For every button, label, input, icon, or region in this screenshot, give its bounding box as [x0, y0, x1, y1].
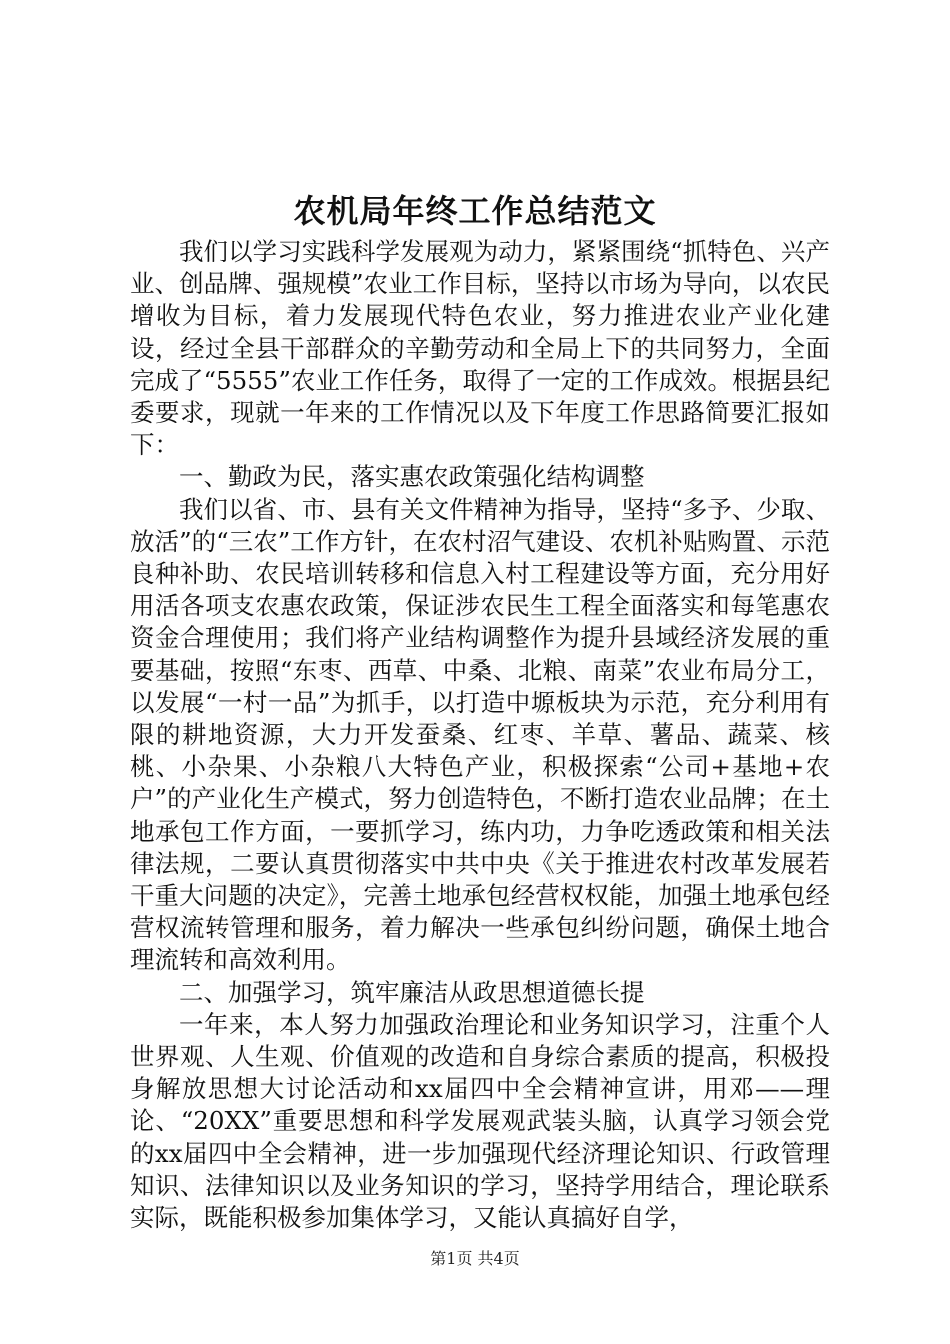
section-2-paragraph: 一年来，本人努力加强政治理论和业务知识学习，注重个人世界观、人生观、价值观的改造和自身综合素质的提高，积极投身解放思想大讨论活动和xx届四中全会精神宣讲，用邓——理论、“20XX”重要思想和科学发展观武装头脑，认真学习领会党的xx届四中全会精神，进一步加强现代经济理论知识、行政管理知识、法律知识以及业务知识的学习，坚持学用结合，理论联系实际，既能积极参加集体学习，又能认真搞好自学，: [130, 1009, 830, 1233]
section-1-paragraph: 我们以省、市、县有关文件精神为指导，坚持“多予、少取、放活”的“三农”工作方针，在农村沼气建设、农机补贴购置、示范良种补助、农民培训转移和信息入村工程建设等方面，充分用好用活各项支农惠农政策，保证涉农民生工程全面落实和每笔惠农资金合理使用；我们将产业结构调整作为提升县域经济发展的重要基础，按照“东枣、西草、中桑、北粮、南菜”农业布局分工，以发展“一村一品”为抓手，以打造中塬板块为示范，充分利用有限的耕地资源，大力开发蚕桑、红枣、羊草、薯品、蔬菜、核桃、小杂果、小杂粮八大特色产业，积极探索“公司+基地+农户”的产业化生产模式，努力创造特色，不断打造农业品牌；在土地承包工作方面，一要抓学习，练内功，力争吃透政策和相关法律法规，二要认真贯彻落实中共中央《关于推进农村改革发展若干重大问题的决定》，完善土地承包经营权权能，加强土地承包经营权流转管理和服务，着力解决一些承包纠纷问题，确保土地合理流转和高效利用。: [130, 494, 830, 975]
document-title: 农机局年终工作总结范文: [293, 192, 657, 230]
document-body: [130, 236, 830, 1234]
section-heading-2: 二、加强学习，筑牢廉洁从政思想道德长提: [179, 977, 645, 1007]
page-number-footer: 第1页 共4页: [430, 1249, 520, 1268]
intro-paragraph: 我们以学习实践科学发展观为动力，紧紧围绕“抓特色、兴产业、创品牌、强规模”农业工作目标，坚持以市场为导向，以农民增收为目标，着力发展现代特色农业，努力推进农业产业化建设，经过全县干部群众的辛勤劳动和全局上下的共同努力，全面完成了“5555”农业工作任务，取得了一定的工作成效。根据县纪委要求，现就一年来的工作情况以及下年度工作思路简要汇报如下：: [130, 237, 830, 460]
section-heading-1: 一、勤政为民，落实惠农政策强化结构调整: [179, 462, 645, 492]
